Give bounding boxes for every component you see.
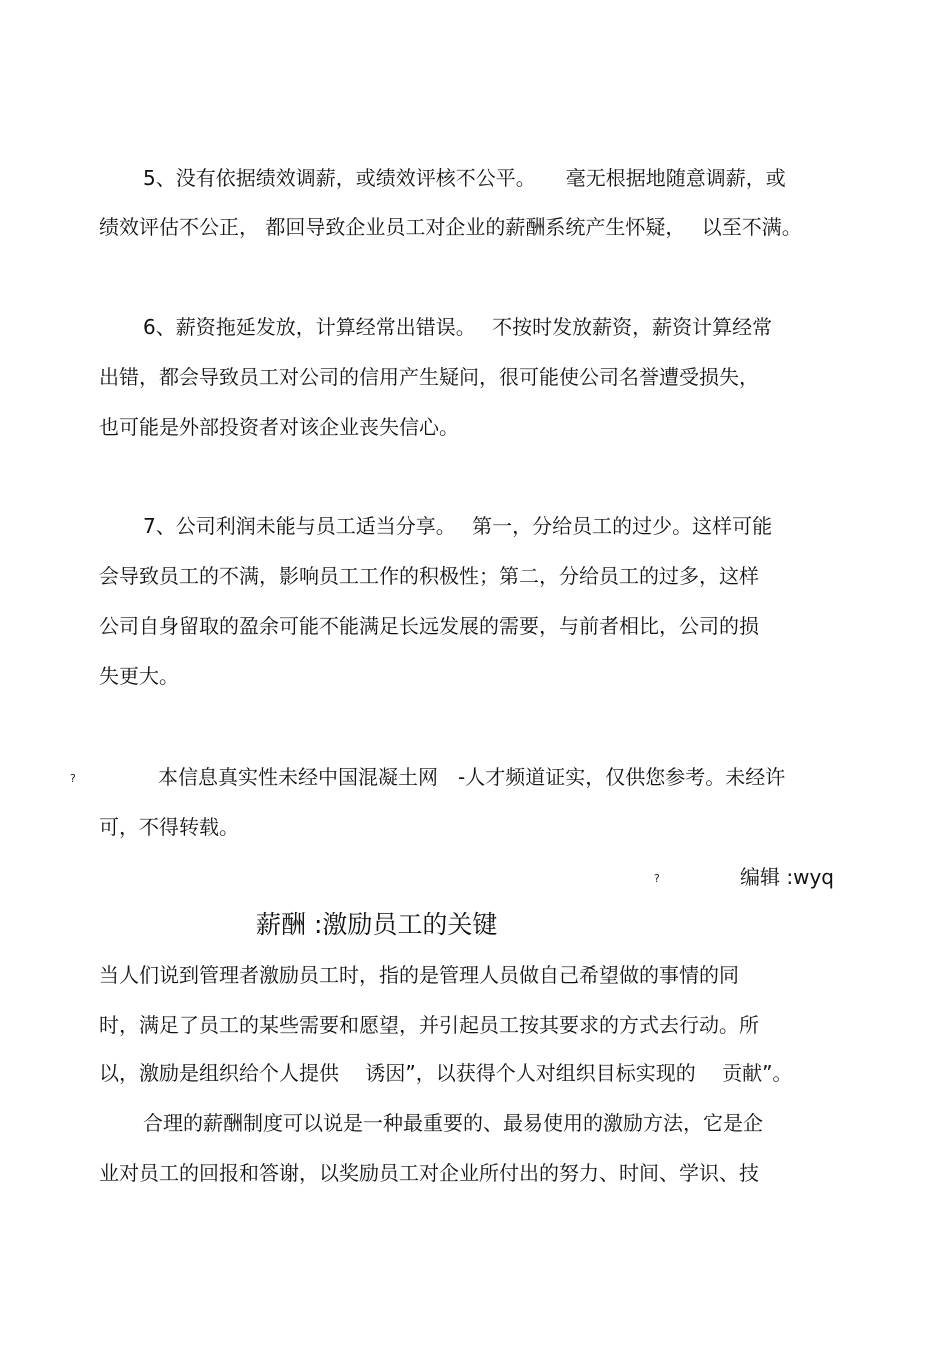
paragraph-5-line-1: 5、没有依据绩效调薪，或绩效评核不公平。 毫无根据地随意调薪，或: [143, 166, 786, 190]
paragraph-7-line-4: 失更大。: [99, 664, 179, 688]
paragraph-5-line-2: 绩效评估不公正， 都回导致企业员工对企业的薪酬系统产生怀疑， 以至不满。: [99, 215, 802, 239]
article-line-5: 业对员工的回报和答谢，以奖励员工对企业所付出的努力、时间、学识、技: [99, 1161, 759, 1185]
article-title: 薪酬 :激励员工的关键: [256, 910, 498, 939]
article-line-3: 以，激励是组织给个人提供 诱因”，以获得个人对组织目标实现的 贡献”。: [99, 1061, 793, 1085]
notice-marker: ?: [70, 772, 76, 785]
paragraph-6-line-2: 出错，都会导致员工对公司的信用产生疑问，很可能使公司名誉遭受损失，: [99, 365, 759, 389]
paragraph-6-line-1: 6、薪资拖延发放，计算经常出错误。 不按时发放薪资，薪资计算经常: [143, 315, 773, 339]
notice-line-1: 本信息真实性未经中国混凝土网 -人才频道证实，仅供您参考。未经许: [158, 765, 786, 789]
paragraph-7-line-1: 7、公司利润未能与员工适当分享。 第一，分给员工的过少。这样可能: [143, 514, 773, 538]
editor-credit: 编辑 :wyq: [740, 865, 834, 889]
article-line-4: 合理的薪酬制度可以说是一种最重要的、最易使用的激励方法，它是企: [143, 1111, 763, 1135]
article-line-2: 时，满足了员工的某些需要和愿望，并引起员工按其要求的方式去行动。所: [99, 1013, 759, 1037]
notice-line-2: 可，不得转载。: [99, 815, 239, 839]
paragraph-7-line-3: 公司自身留取的盈余可能不能满足长远发展的需要，与前者相比，公司的损: [99, 614, 759, 638]
paragraph-6-line-3: 也可能是外部投资者对该企业丧失信心。: [99, 415, 459, 439]
editor-marker: ?: [654, 872, 660, 885]
article-line-1: 当人们说到管理者激励员工时，指的是管理人员做自己希望做的事情的同: [99, 963, 739, 987]
paragraph-7-line-2: 会导致员工的不满，影响员工工作的积极性；第二，分给员工的过多，这样: [99, 564, 759, 588]
